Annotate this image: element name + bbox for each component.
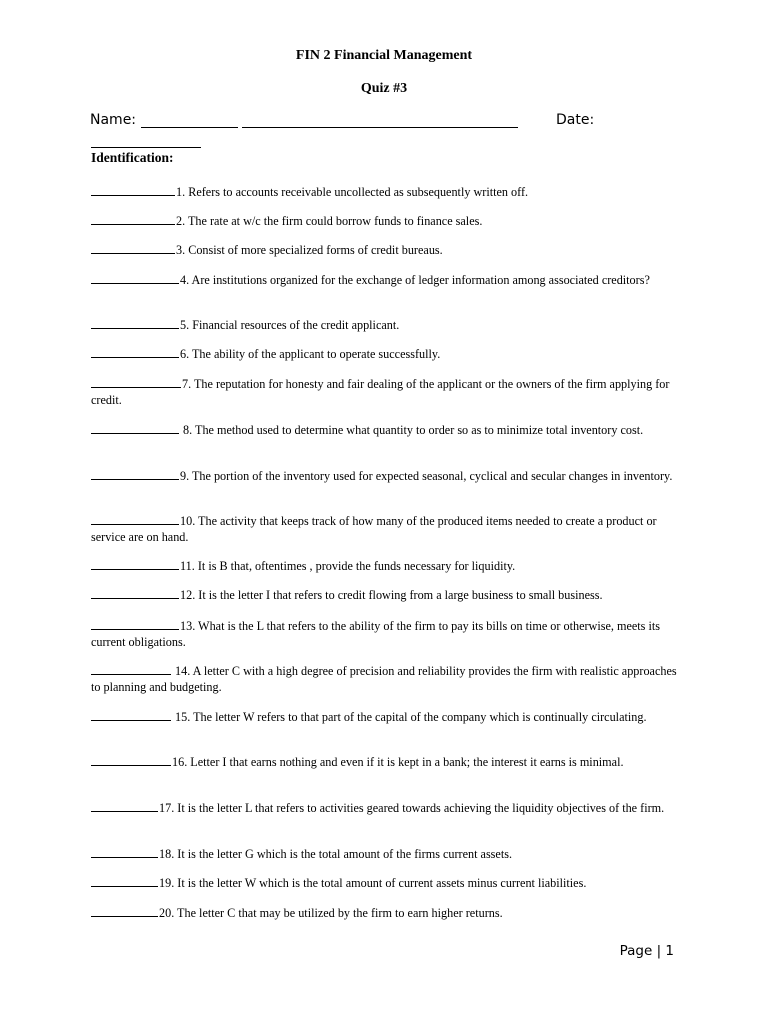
- question-text: 7. The reputation for honesty and fair dealing of the applicant or the owners of the firm applying for credit.: [91, 377, 670, 407]
- answer-blank[interactable]: [91, 617, 179, 630]
- section-heading: Identification:: [91, 150, 174, 165]
- question-text: 14. A letter C with a high degree of precision and reliability provides the firm with realistic approaches to planning and budgeting.: [91, 664, 677, 694]
- question-item: [91, 467, 681, 484]
- question-item: [91, 421, 681, 438]
- question-item: [91, 345, 681, 362]
- quiz-number: Quiz #3: [360, 81, 408, 96]
- question-text: 16. Letter I that earns nothing and even if it is kept in a bank; the interest it earns is minimal.: [172, 755, 624, 769]
- question-item: [91, 874, 681, 891]
- question-text: 11. It is B that, oftentimes , provide the funds necessary for liquidity.: [180, 559, 516, 573]
- answer-blank[interactable]: [91, 904, 158, 917]
- answer-blank[interactable]: [91, 874, 158, 887]
- date-label: Date:: [556, 112, 595, 128]
- question-item: [91, 617, 681, 650]
- question-text: 10. The activity that keeps track of how many of the produced items needed to create a product or service are on hand.: [91, 514, 657, 544]
- answer-blank[interactable]: [91, 316, 179, 329]
- answer-blank[interactable]: [91, 753, 171, 766]
- question-item: [91, 753, 681, 770]
- answer-blank[interactable]: [91, 708, 171, 721]
- question-item: [91, 316, 681, 333]
- answer-blank[interactable]: [91, 557, 179, 570]
- answer-blank[interactable]: [91, 845, 158, 858]
- page-number: Page | 1: [619, 943, 674, 959]
- answer-blank[interactable]: [91, 212, 175, 225]
- question-item: [91, 512, 681, 545]
- question-text: 12. It is the letter I that refers to credit flowing from a large business to small business.: [180, 588, 603, 602]
- question-text: 17. It is the letter L that refers to activities geared towards achieving the liquidity objectives of the firm.: [159, 801, 665, 815]
- question-text: 1. Refers to accounts receivable uncollected as subsequently written off.: [176, 185, 529, 199]
- answer-blank[interactable]: [91, 345, 179, 358]
- answer-blank[interactable]: [91, 799, 158, 812]
- answer-blank[interactable]: [91, 512, 179, 525]
- question-text: 13. What is the L that refers to the ability of the firm to pay its bills on time or otherwise, meets its current obligations.: [91, 619, 660, 649]
- question-text: 15. The letter W refers to that part of the capital of the company which is continually circulating.: [172, 710, 647, 724]
- question-text: 3. Consist of more specialized forms of credit bureaus.: [176, 243, 443, 257]
- answer-blank[interactable]: [91, 586, 179, 599]
- answer-blank[interactable]: [91, 241, 175, 254]
- name-line-3[interactable]: [428, 127, 518, 128]
- question-item: [91, 241, 681, 258]
- document-title: FIN 2 Financial Management: [295, 48, 473, 63]
- question-item: [91, 904, 681, 921]
- question-text: 20. The letter C that may be utilized by the firm to earn higher returns.: [159, 906, 503, 920]
- answer-blank[interactable]: [91, 271, 179, 284]
- question-item: [91, 845, 681, 862]
- question-item: [91, 271, 681, 288]
- date-line[interactable]: [91, 147, 201, 148]
- answer-blank[interactable]: [91, 662, 171, 675]
- question-text: 2. The rate at w/c the firm could borrow funds to finance sales.: [176, 214, 483, 228]
- question-item: [91, 212, 681, 229]
- question-item: [91, 557, 681, 574]
- answer-blank[interactable]: [91, 421, 179, 434]
- answer-blank[interactable]: [91, 375, 181, 388]
- question-text: 8. The method used to determine what quantity to order so as to minimize total inventory cost.: [180, 423, 644, 437]
- question-item: [91, 375, 681, 408]
- name-label: Name:: [90, 112, 137, 128]
- question-text: 18. It is the letter G which is the total amount of the firms current assets.: [159, 847, 513, 861]
- question-item: [91, 586, 681, 603]
- name-line-1[interactable]: [141, 127, 238, 128]
- question-item: [91, 708, 681, 725]
- question-text: 5. Financial resources of the credit applicant.: [180, 318, 400, 332]
- question-item: [91, 662, 681, 695]
- question-text: 19. It is the letter W which is the total amount of current assets minus current liabilities.: [159, 876, 587, 890]
- question-item: [91, 183, 681, 200]
- question-text: 4. Are institutions organized for the exchange of ledger information among associated creditors?: [180, 273, 650, 287]
- question-item: [91, 799, 681, 816]
- name-line-2[interactable]: [242, 127, 428, 128]
- answer-blank[interactable]: [91, 183, 175, 196]
- answer-blank[interactable]: [91, 467, 179, 480]
- question-text: 6. The ability of the applicant to operate successfully.: [180, 347, 441, 361]
- question-text: 9. The portion of the inventory used for expected seasonal, cyclical and secular changes in inventory.: [180, 469, 673, 483]
